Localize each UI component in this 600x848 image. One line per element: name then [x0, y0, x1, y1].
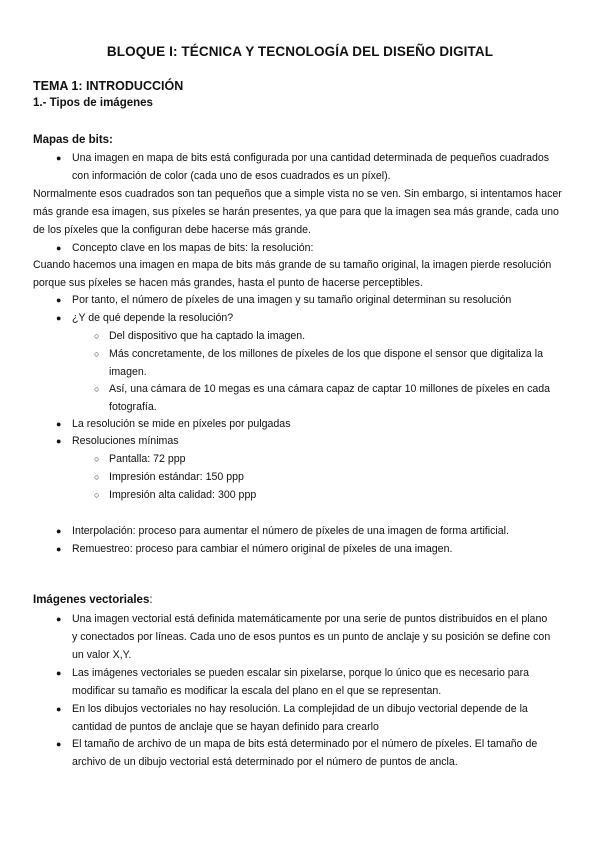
bitmap-bullet-1	[56, 150, 552, 186]
bullet-icon: ●	[56, 614, 62, 624]
bullet-icon: ●	[56, 739, 62, 749]
circle-bullet-icon: ○	[94, 472, 100, 482]
vectors-heading-colon: :	[149, 594, 153, 606]
vector-bullet-1	[56, 611, 552, 664]
bitmap-bullet-2	[56, 240, 552, 258]
bullet-text: En los dibujos vectoriales no hay resolución. La complejidad de un dibujo vectorial depende de la cantidad de puntos de anclaje que se hayan definido para crearlo	[72, 703, 528, 733]
resolution-standard-print	[94, 469, 564, 487]
subbullet-text: Del dispositivo que ha captado la imagen.	[109, 330, 306, 342]
vector-bullet-2	[56, 665, 552, 701]
bitmap-paragraph-2: Cuando hacemos una imagen en mapa de bits más grande de su tamaño original, la imagen pierde resolución porque sus píxeles se hacen más grandes, hasta el punto de hacerse perceptibles.	[33, 259, 552, 289]
vectors-heading-text: Imágenes vectoriales	[33, 594, 150, 606]
bullet-icon: ●	[56, 668, 62, 678]
bullet-icon: ●	[56, 313, 62, 323]
bullet-text: Interpolación: proceso para aumentar el número de píxeles de una imagen de forma artificial.	[72, 525, 509, 537]
subtopic-heading: 1.- Tipos de imágenes	[33, 97, 153, 109]
circle-bullet-icon: ○	[94, 349, 100, 359]
bitmap-subbullet-1	[94, 328, 564, 346]
bullet-icon: ●	[56, 704, 62, 714]
bullet-icon: ●	[56, 153, 62, 163]
vectors-heading	[33, 594, 153, 606]
bullet-text: Las imágenes vectoriales se pueden escalar sin pixelarse, porque lo único que es necesario para modificar su tamaño es modificar la escala del plano en el que se representan.	[72, 667, 529, 697]
resolution-high-quality-print	[94, 487, 564, 505]
bullet-icon: ●	[56, 436, 62, 446]
bullet-text: Resoluciones mínimas	[72, 435, 179, 447]
bullet-icon: ●	[56, 526, 62, 536]
bullet-text: El tamaño de archivo de un mapa de bits está determinado por el número de píxeles. El tamaño de archivo de un dibujo vectorial está determinado por el número de puntos de ancla.	[72, 738, 538, 768]
resolution-screen	[94, 451, 564, 469]
bullet-text: Una imagen vectorial está definida matemáticamente por una serie de puntos distribuidos en el plano y conectados por líneas. Cada uno de esos puntos es un punto de anclaje y su posición se define con un valor X,Y.	[72, 613, 551, 661]
bitmap-bullet-5	[56, 416, 552, 434]
bitmap-bullet-3	[56, 292, 552, 310]
bullet-icon: ●	[56, 544, 62, 554]
circle-bullet-icon: ○	[94, 331, 100, 341]
subbullet-text: Impresión alta calidad: 300 ppp	[109, 489, 257, 501]
subbullet-text: Impresión estándar: 150 ppp	[109, 471, 244, 483]
subbullet-text: Así, una cámara de 10 megas es una cámara capaz de captar 10 millones de píxeles en cada fotografía.	[109, 383, 551, 413]
vector-bullet-4	[56, 736, 552, 772]
topic-heading: TEMA 1: INTRODUCCIÓN	[33, 79, 184, 93]
document-title: BLOQUE I: TÉCNICA Y TECNOLOGÍA DEL DISEÑO DIGITAL	[106, 44, 494, 59]
vector-bullet-3	[56, 701, 552, 737]
bullet-text: Una imagen en mapa de bits está configurada por una cantidad determinada de pequeños cuadrados con información de color (cada uno de esos cuadrados es un píxel).	[72, 152, 550, 182]
circle-bullet-icon: ○	[94, 454, 100, 464]
circle-bullet-icon: ○	[94, 490, 100, 500]
bitmap-bullet-8	[56, 541, 552, 559]
bullet-text: Remuestreo: proceso para cambiar el número original de píxeles de una imagen.	[72, 543, 453, 555]
bullet-icon: ●	[56, 243, 62, 253]
bitmap-bullet-4	[56, 310, 552, 328]
bullet-text: ¿Y de qué depende la resolución?	[72, 312, 234, 324]
bitmaps-heading: Mapas de bits:	[33, 134, 113, 146]
bullet-text: La resolución se mide en píxeles por pulgadas	[72, 418, 291, 430]
bitmap-bullet-6	[56, 433, 552, 451]
bullet-text: Concepto clave en los mapas de bits: la resolución:	[72, 242, 314, 254]
bullet-icon: ●	[56, 295, 62, 305]
bullet-text: Por tanto, el número de píxeles de una imagen y su tamaño original determinan su resolución	[72, 294, 512, 306]
bitmap-subbullet-3	[94, 381, 564, 417]
bitmap-subbullet-2	[94, 346, 564, 382]
bitmap-paragraph-1: Normalmente esos cuadrados son tan pequeños que a simple vista no se ven. Sin embargo, si intentamos hacer más grande esa imagen, sus píxeles se harán presentes, ya que para que la imagen sea más grande, cada uno de los píxeles que la configuran debe hacerse más grande.	[33, 188, 562, 236]
circle-bullet-icon: ○	[94, 384, 100, 394]
bullet-icon: ●	[56, 419, 62, 429]
subbullet-text: Pantalla: 72 ppp	[109, 453, 186, 465]
bitmap-bullet-7	[56, 523, 552, 541]
subbullet-text: Más concretamente, de los millones de píxeles de los que dispone el sensor que digitaliza la imagen.	[109, 348, 544, 378]
